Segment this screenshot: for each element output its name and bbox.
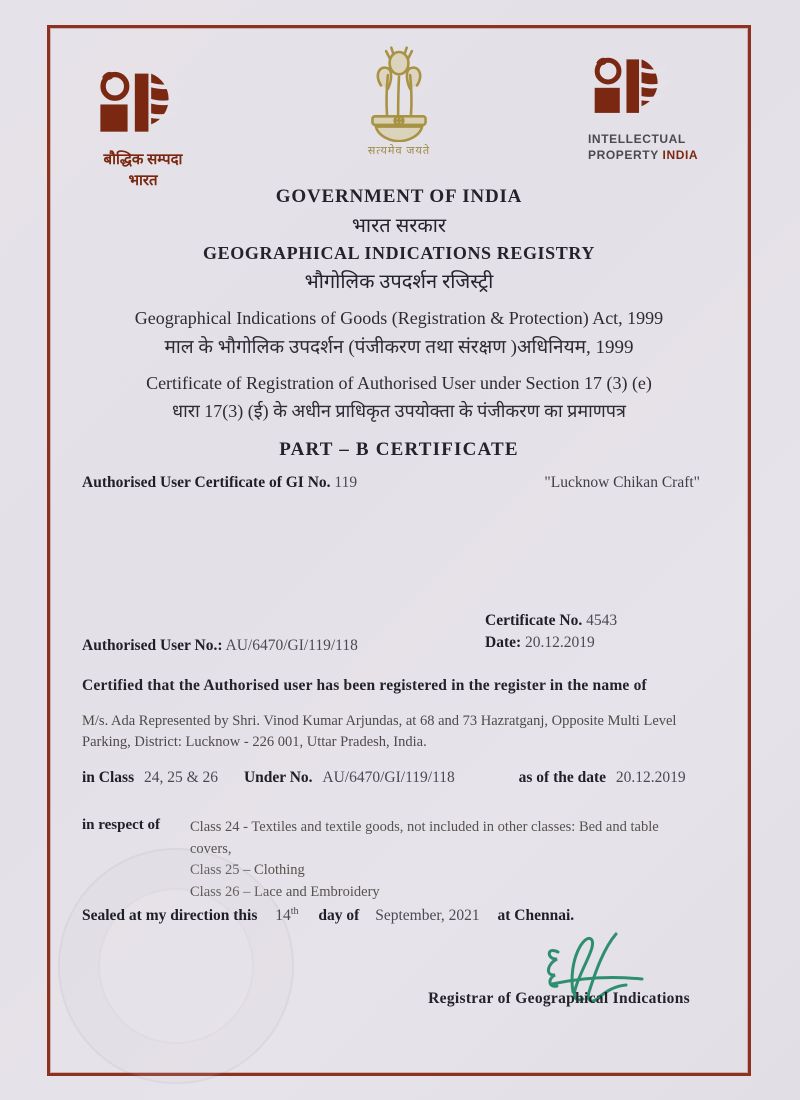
gi-number-label: Authorised User Certificate of GI No. [82,474,331,491]
sealed-prefix: Sealed at my direction this [82,907,258,925]
title-block [50,186,748,461]
ip-hindi-caption-line2: भारत [128,173,158,190]
in-class-value: 24, 25 & 26 [144,768,219,786]
ip-logo-icon [588,56,680,128]
sealed-statement [82,906,574,925]
ip-english-caption [588,132,738,163]
as-of-date-label: as of the date [518,768,607,786]
in-respect-of-label: in respect of [82,816,161,833]
ip-india-logo-left [78,70,208,191]
title-certificate-section: Certificate of Registration of Authorised User under Section 17 (3) (e) [146,373,652,393]
certificate-no-line [485,610,700,632]
date-value: 20.12.2019 [521,634,595,652]
sealed-day-of: day of [318,907,360,925]
day-ordinal-suffix: th [290,906,299,917]
in-class-label: in Class [82,768,135,786]
ashoka-emblem-icon [360,46,438,142]
title-act: Geographical Indications of Goods (Registration & Protection) Act, 1999 [134,308,664,328]
class-26-line: Class 26 – Lace and Embroidery [190,884,380,901]
certificate-no-date-block [485,610,700,655]
certificate-body [50,474,748,904]
certificate-number-row [82,610,700,655]
ip-caption-line2: PROPERTY [588,147,663,162]
registrar-title: Registrar of Geographical Indications [428,990,690,1007]
ip-caption-india: INDIA [662,147,699,162]
registered-name-address: M/s. Ada Represented by Shri. Vinod Kumar Arjundas, at 68 and 73 Hazratganj, Opposite Multi Level Parking, District: Lucknow - 226 001, Uttar Pradesh, India. [82,712,677,750]
embossed-seal [58,848,294,1084]
sealed-place: at Chennai. [497,907,575,925]
certificate-no-value: 4543 [582,612,618,629]
title-gi-registry: GEOGRAPHICAL INDICATIONS REGISTRY [203,243,595,263]
title-act-hindi: माल के भौगोलिक उपदर्शन (पंजीकरण तथा संरक्षण )अधिनियम, 1999 [164,337,634,358]
emblem-motto: सत्यमेव जयते [367,145,431,157]
as-of-date-value: 20.12.2019 [615,768,686,786]
class-24-line: Class 24 - Textiles and textile goods, not included in other classes: Bed and table covers, [190,818,659,857]
title-certificate-section-hindi: धारा 17(3) (ई) के अधीन प्राधिकृत उपयोक्ता के पंजीकरण का प्रमाणपत्र [172,401,626,421]
authorised-user-no-label: Authorised User No.: [82,636,223,654]
gi-number-row [82,474,700,492]
ip-caption-line1: INTELLECTUAL [588,132,686,146]
title-part-b: PART – B CERTIFICATE [279,439,519,460]
sealed-day: 14th [275,906,299,925]
date-line [485,632,700,654]
date-label: Date: [485,634,522,652]
title-government-hindi: भारत सरकार [351,215,447,237]
authorised-user-no-value: AU/6470/GI/119/118 [222,636,358,654]
class-25-line: Class 25 – Clothing [190,862,305,879]
ip-logo-icon [93,70,193,148]
certificate-no-label: Certificate No. [485,612,583,629]
gi-number-value: 119 [330,474,358,491]
under-no-value: AU/6470/GI/119/118 [322,768,455,786]
authorised-user-no-cell [82,637,358,655]
title-government-of-india: GOVERNMENT OF INDIA [275,186,523,207]
header [50,28,748,190]
sealed-month-year: September, 2021 [375,907,480,925]
class-under-no-row [82,769,700,787]
title-gi-registry-hindi: भौगोलिक उपदर्शन रजिस्ट्री [304,271,494,293]
ip-hindi-caption-line1: बौद्धिक सम्पदा [103,152,183,168]
certificate-border-frame [47,25,751,1076]
gi-number-cell [82,474,357,492]
under-no-label: Under No. [243,768,313,786]
certified-statement: Certified that the Authorised user has been registered in the register in the name of [82,676,647,694]
ip-india-logo-right [588,56,738,163]
gi-name: "Lucknow Chikan Craft" [544,474,700,491]
